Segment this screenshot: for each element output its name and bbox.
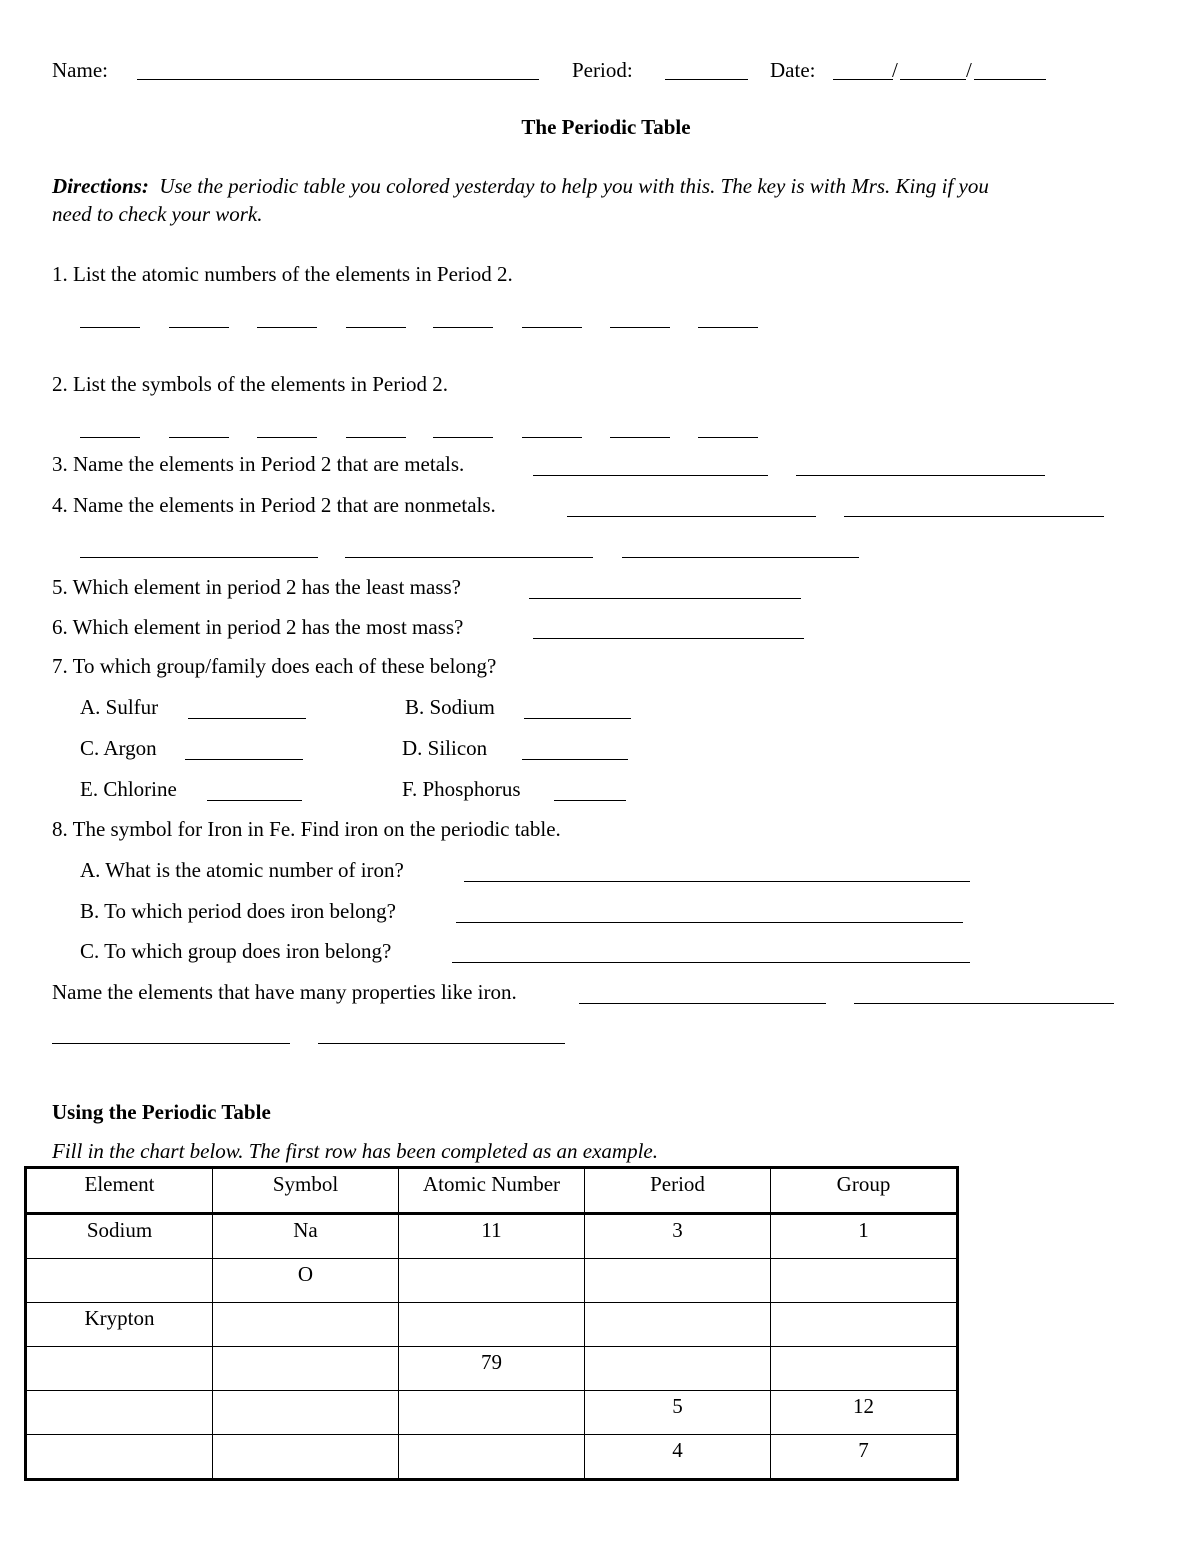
table-cell: Sodium — [26, 1214, 213, 1259]
table-cell: 5 — [585, 1391, 771, 1435]
column-header: Group — [771, 1168, 958, 1214]
answer-blank[interactable] — [456, 922, 963, 923]
answer-blank[interactable] — [346, 327, 406, 328]
question-8-item-a: A. What is the atomic number of iron? — [80, 858, 404, 882]
answer-blank[interactable] — [533, 638, 804, 639]
answer-blank[interactable] — [522, 759, 628, 760]
answer-blank[interactable] — [169, 327, 229, 328]
question-3: 3. Name the elements in Period 2 that are metals. — [52, 452, 465, 476]
table-row — [26, 1303, 958, 1347]
table-cell: 4 — [585, 1435, 771, 1480]
answer-blank[interactable] — [433, 437, 493, 438]
table-cell[interactable] — [771, 1347, 958, 1391]
table-cell: 12 — [771, 1391, 958, 1435]
question-iron-family: Name the elements that have many properties like iron. — [52, 980, 517, 1004]
name-label: Name: — [52, 58, 108, 82]
element-chart-table — [24, 1166, 959, 1481]
answer-blank[interactable] — [80, 557, 318, 558]
table-cell[interactable] — [213, 1435, 399, 1480]
date-label: Date: — [770, 58, 816, 82]
table-cell[interactable] — [399, 1259, 585, 1303]
table-cell[interactable] — [26, 1435, 213, 1480]
answer-blank[interactable] — [844, 516, 1104, 517]
table-cell[interactable] — [213, 1391, 399, 1435]
answer-blank[interactable] — [698, 327, 758, 328]
period-field[interactable] — [665, 79, 748, 80]
table-cell[interactable] — [26, 1347, 213, 1391]
answer-blank[interactable] — [188, 718, 306, 719]
question-7-item-a: A. Sulfur — [80, 695, 159, 719]
question-6: 6. Which element in period 2 has the most mass? — [52, 615, 464, 639]
answer-blank[interactable] — [80, 327, 140, 328]
answer-blank[interactable] — [567, 516, 816, 517]
answer-blank[interactable] — [345, 557, 593, 558]
table-cell[interactable] — [585, 1347, 771, 1391]
page-title: The Periodic Table — [521, 115, 691, 139]
table-cell[interactable] — [26, 1391, 213, 1435]
name-field[interactable] — [137, 79, 539, 80]
question-1: 1. List the atomic numbers of the elements in Period 2. — [52, 262, 513, 286]
question-2: 2. List the symbols of the elements in Period 2. — [52, 372, 449, 396]
answer-blank[interactable] — [433, 327, 493, 328]
question-8-item-c: C. To which group does iron belong? — [80, 939, 392, 963]
table-cell[interactable] — [399, 1391, 585, 1435]
table-row — [26, 1435, 958, 1480]
answer-blank[interactable] — [524, 718, 631, 719]
answer-blank[interactable] — [529, 598, 801, 599]
period-label: Period: — [572, 58, 633, 82]
answer-blank[interactable] — [169, 437, 229, 438]
answer-blank[interactable] — [257, 437, 317, 438]
table-cell[interactable] — [585, 1303, 771, 1347]
directions-label: Directions: — [52, 174, 149, 198]
table-cell[interactable] — [213, 1347, 399, 1391]
table-cell[interactable] — [213, 1303, 399, 1347]
answer-blank[interactable] — [52, 1043, 290, 1044]
table-header-row — [26, 1168, 958, 1214]
answer-blank[interactable] — [854, 1003, 1114, 1004]
column-header: Symbol — [213, 1168, 399, 1214]
table-row — [26, 1214, 958, 1259]
question-7-item-d: D. Silicon — [402, 736, 488, 760]
answer-blank[interactable] — [80, 437, 140, 438]
answer-blank[interactable] — [522, 327, 582, 328]
directions-line-2: need to check your work. — [52, 202, 263, 226]
answer-blank[interactable] — [185, 759, 303, 760]
table-cell: Na — [213, 1214, 399, 1259]
question-5: 5. Which element in period 2 has the least mass? — [52, 575, 461, 599]
table-row — [26, 1391, 958, 1435]
question-7: 7. To which group/family does each of these belong? — [52, 654, 497, 678]
table-cell[interactable] — [399, 1435, 585, 1480]
answer-blank[interactable] — [698, 437, 758, 438]
table-cell: 11 — [399, 1214, 585, 1259]
answer-blank[interactable] — [346, 437, 406, 438]
date-day-field[interactable] — [900, 79, 966, 80]
answer-blank[interactable] — [579, 1003, 826, 1004]
table-cell: 79 — [399, 1347, 585, 1391]
column-header: Element — [26, 1168, 213, 1214]
question-7-item-e: E. Chlorine — [80, 777, 177, 801]
date-year-field[interactable] — [974, 79, 1046, 80]
table-row — [26, 1259, 958, 1303]
answer-blank[interactable] — [554, 800, 626, 801]
table-cell[interactable] — [585, 1259, 771, 1303]
table-row — [26, 1347, 958, 1391]
answer-blank[interactable] — [522, 437, 582, 438]
date-separator: / — [892, 58, 898, 82]
answer-blank[interactable] — [796, 475, 1045, 476]
question-7-item-b: B. Sodium — [405, 695, 495, 719]
question-7-item-c: C. Argon — [80, 736, 157, 760]
table-cell[interactable] — [26, 1259, 213, 1303]
section-heading: Using the Periodic Table — [52, 1100, 271, 1124]
directions-text: Use the periodic table you colored yesterday to help you with this. The key is with Mrs. King if you — [159, 174, 989, 198]
table-cell[interactable] — [771, 1303, 958, 1347]
answer-blank[interactable] — [610, 437, 670, 438]
table-cell: O — [213, 1259, 399, 1303]
table-cell[interactable] — [399, 1303, 585, 1347]
answer-blank[interactable] — [533, 475, 768, 476]
question-8-item-b: B. To which period does iron belong? — [80, 899, 397, 923]
section-instructions: Fill in the chart below. The first row has been completed as an example. — [52, 1139, 658, 1163]
date-month-field[interactable] — [833, 79, 893, 80]
question-4: 4. Name the elements in Period 2 that are nonmetals. — [52, 493, 496, 517]
answer-blank[interactable] — [207, 800, 302, 801]
column-header: Period — [585, 1168, 771, 1214]
directions-line-1 — [52, 176, 989, 197]
table-cell: 7 — [771, 1435, 958, 1480]
question-7-item-f: F. Phosphorus — [402, 777, 521, 801]
column-header: Atomic Number — [399, 1168, 585, 1214]
answer-blank[interactable] — [464, 881, 970, 882]
answer-blank[interactable] — [610, 327, 670, 328]
answer-blank[interactable] — [318, 1043, 565, 1044]
answer-blank[interactable] — [622, 557, 859, 558]
table-cell: Krypton — [26, 1303, 213, 1347]
answer-blank[interactable] — [452, 962, 970, 963]
table-cell: 1 — [771, 1214, 958, 1259]
answer-blank[interactable] — [257, 327, 317, 328]
table-cell: 3 — [585, 1214, 771, 1259]
table-cell[interactable] — [771, 1259, 958, 1303]
date-separator: / — [966, 58, 972, 82]
question-8: 8. The symbol for Iron in Fe. Find iron on the periodic table. — [52, 817, 561, 841]
